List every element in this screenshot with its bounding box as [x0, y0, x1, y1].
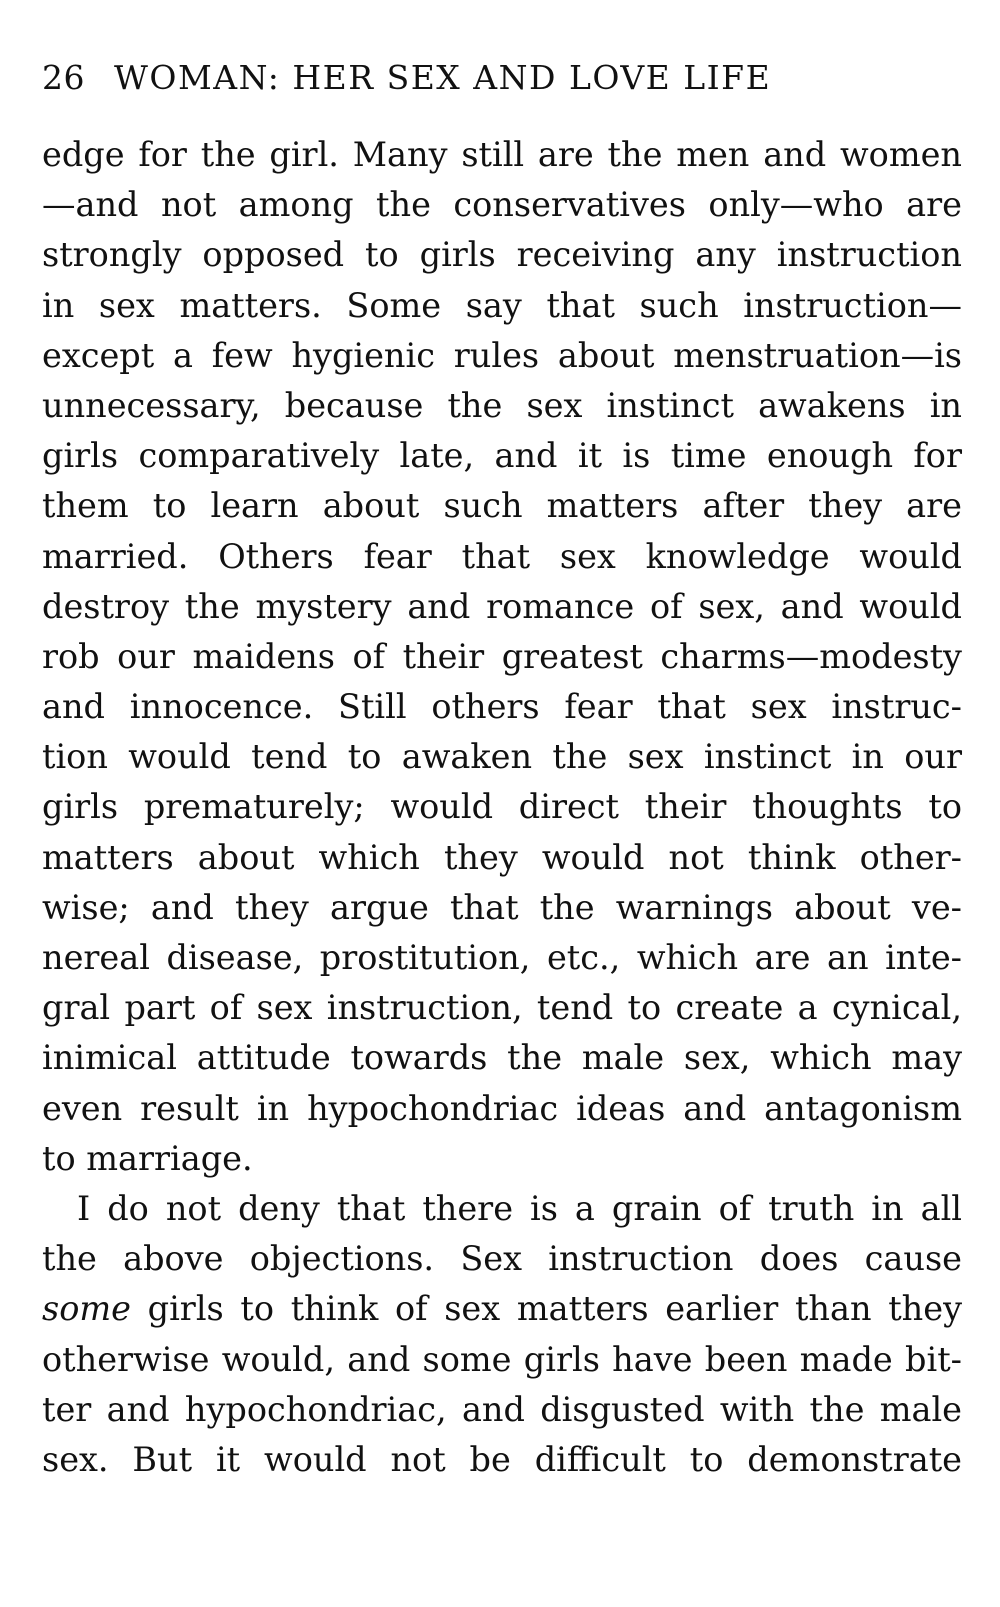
text-line: girls comparatively late, and it is time enough for: [42, 436, 962, 476]
text-line: in sex matters. Some say that such instruction—: [42, 285, 962, 325]
text-line: matters about which they would not think other-: [42, 837, 962, 877]
text-line: inimical attitude towards the male sex, which may: [42, 1038, 962, 1078]
text-line: them to learn about such matters after they are: [42, 486, 962, 526]
italic-word: some: [42, 1289, 131, 1329]
paragraph-2: [42, 1184, 962, 1485]
text-line: —and not among the conservatives only—who are: [42, 185, 962, 225]
running-title: WOMAN: HER SEX AND LOVE LIFE: [114, 58, 772, 97]
running-head: [42, 58, 962, 98]
text-line: gral part of sex instruction, tend to create a cynical,: [42, 988, 962, 1028]
text-line: tion would tend to awaken the sex instinct in our: [42, 737, 962, 777]
body-text: [42, 130, 962, 1485]
text-line: and innocence. Still others fear that sex instruc-: [42, 687, 962, 727]
text-line: except a few hygienic rules about menstruation—is: [42, 335, 962, 375]
text-line: edge for the girl. Many still are the men and women: [42, 135, 962, 174]
page-number: 26: [42, 58, 85, 97]
text-line: the above objections. Sex instruction does cause: [42, 1239, 962, 1279]
text-line: ter and hypochondriac, and disgusted with the male: [42, 1389, 962, 1429]
text-line: destroy the mystery and romance of sex, and would: [42, 586, 962, 626]
text-line: sex. But it would not be difficult to demonstrate: [42, 1439, 962, 1479]
text-line: [42, 1284, 962, 1334]
text-line-rest: girls to think of sex matters earlier than they: [147, 1289, 962, 1329]
text-line: otherwise would, and some girls have been made bit-: [42, 1339, 962, 1379]
text-line: strongly opposed to girls receiving any instruction: [42, 235, 962, 275]
text-line: nereal disease, prostitution, etc., which are an inte-: [42, 938, 962, 977]
text-line: to marriage.: [42, 1138, 253, 1178]
text-line: unnecessary, because the sex instinct awakens in: [42, 385, 962, 425]
paragraph-1: [42, 130, 962, 1184]
text-line: girls prematurely; would direct their thoughts to: [42, 787, 962, 827]
text-line: wise; and they argue that the warnings about ve-: [42, 887, 962, 927]
text-line: I do not deny that there is a grain of truth in all: [77, 1188, 962, 1228]
text-line: even result in hypochondriac ideas and antagonism: [42, 1088, 962, 1128]
text-line: married. Others fear that sex knowledge would: [42, 536, 962, 576]
text-line: rob our maidens of their greatest charms—modesty: [42, 636, 962, 676]
